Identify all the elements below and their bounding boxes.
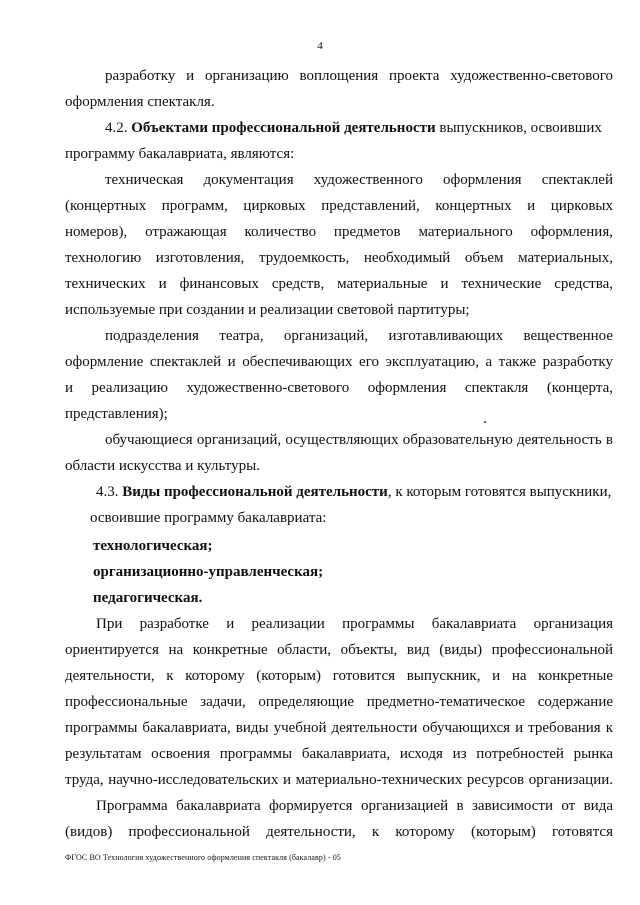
section-heading: Виды профессиональной деятельности <box>122 484 388 500</box>
activity-type: организационно-управленческая; <box>93 564 324 580</box>
text-line: используемые при создании и реализации световой партитуры; <box>65 302 470 318</box>
footer: ФГОС ВО Технология художественного оформления спектакля (бакалавр) - 05 <box>65 853 341 862</box>
text-line: деятельности, к которому (которым) готовится выпускник, и на конкретные <box>65 668 613 684</box>
text-line: результатам освоения программы бакалавриата, исходя из потребностей рынка <box>65 746 613 762</box>
text-line: и реализацию художественно-светового оформления спектакля (концерта, <box>65 380 613 396</box>
text-line: труда, научно-исследовательских и материально-технических ресурсов организации. <box>65 772 613 788</box>
section-number: 4.2. <box>105 120 128 136</box>
section-4-3-line <box>96 483 613 501</box>
activity-type: педагогическая. <box>93 590 203 606</box>
text-line: Программа бакалавриата формируется организацией в зависимости от вида <box>96 798 613 814</box>
section-number: 4.3. <box>96 484 119 500</box>
text-line: оформление спектаклей и обеспечивающих его эксплуатацию, а также разработку <box>65 354 613 370</box>
section-heading: Объектами профессиональной деятельности <box>131 120 436 136</box>
text-line: ориентируется на конкретные области, объекты, вид (виды) профессиональной <box>65 642 613 658</box>
text-line: программы бакалавриата, виды учебной деятельности обучающихся и требования к <box>65 720 613 736</box>
text-line: освоившие программу бакалавриата: <box>90 510 327 526</box>
text-line: программу бакалавриата, являются: <box>65 146 295 162</box>
text-line: При разработке и реализации программы бакалавриата организация <box>96 616 613 632</box>
text-line: технических и финансовых средств, материальные и технические средства, <box>65 276 613 292</box>
page-number: 4 <box>317 40 323 52</box>
text-line: технологию изготовления, трудоемкость, необходимый объем материальных, <box>65 250 613 266</box>
text-line: техническая документация художественного оформления спектаклей <box>105 172 613 188</box>
text-line: подразделения театра, организаций, изготавливающих вещественное <box>105 328 613 344</box>
activity-type: технологическая; <box>93 538 213 554</box>
text-fragment: , к которым готовятся выпускники, <box>387 484 612 500</box>
text-line: обучающиеся организаций, осуществляющих образовательную деятельность в <box>105 432 613 448</box>
scan-speck <box>484 421 486 423</box>
section-4-2-line <box>105 119 613 137</box>
text-line: номеров), отражающая количество предметов материального оформления, <box>65 224 613 240</box>
text-line: разработку и организацию воплощения проекта художественно-светового <box>105 68 613 84</box>
text-fragment: выпускников, освоивших <box>439 120 602 136</box>
text-line: представления); <box>65 406 168 422</box>
text-line: (концертных программ, цирковых представлений, концертных и цирковых <box>65 198 613 214</box>
text-line: области искусства и культуры. <box>65 458 260 474</box>
text-line: (видов) профессиональной деятельности, к которому (которым) готовятся <box>65 824 613 840</box>
text-line: профессиональные задачи, определяющие предметно-тематическое содержание <box>65 694 613 710</box>
text-line: оформления спектакля. <box>65 94 215 110</box>
